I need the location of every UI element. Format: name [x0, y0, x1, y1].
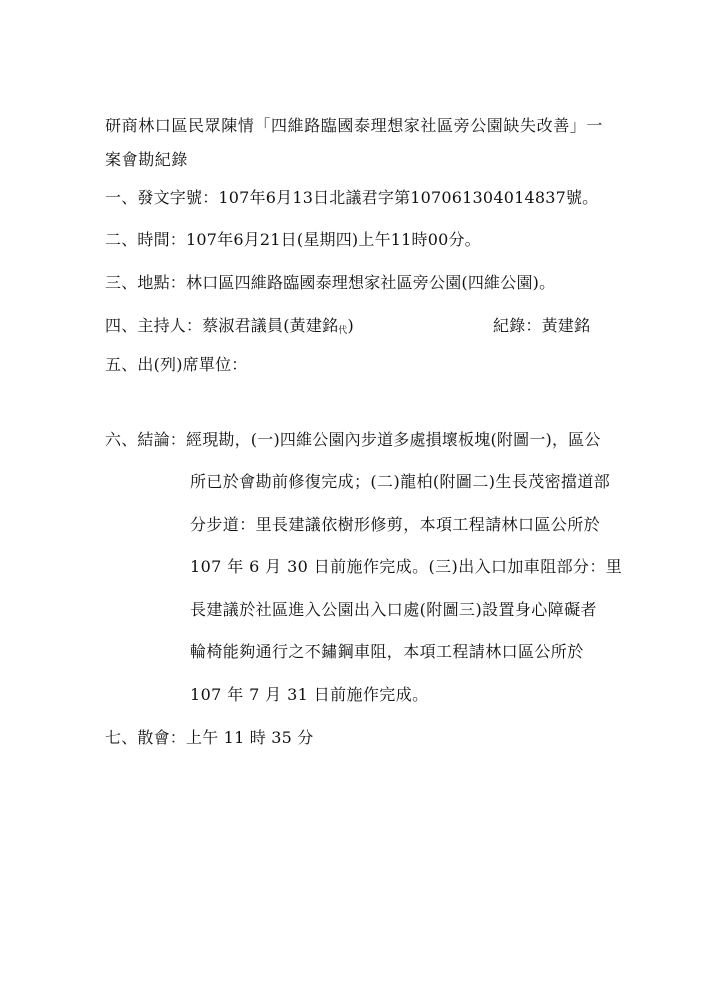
document-title-line-2: 案會勘紀錄 [105, 150, 189, 169]
item-meeting-location: 三、地點：林口區四維路臨國泰理想家社區旁公園(四維公園)。 [105, 273, 556, 292]
item-meeting-time: 二、時間：107年6月21日(星期四)上午11時00分。 [105, 230, 481, 249]
conclusion-line: 所已於會勘前修復完成；(二)龍柏(附圖二)生長茂密擋道部 [190, 472, 611, 491]
item-recorder: 紀錄：黃建銘 [493, 316, 591, 335]
item-conclusion-first-line: 六、結論：經現勘，(一)四維公園內步道多處損壞板塊(附圖一)，區公 [105, 430, 601, 449]
item-attendees: 五、出(列)席單位： [105, 355, 248, 374]
document-title-line-1: 研商林口區民眾陳情「四維路臨國泰理想家社區旁公園缺失改善」一 [105, 116, 604, 135]
conclusion-line: 分步道：里長建議依樹形修剪，本項工程請林口區公所於 [190, 515, 601, 534]
conclusion-line: 輪椅能夠通行之不鏽鋼車阻，本項工程請林口區公所於 [190, 642, 584, 661]
host-proxy-mark: 代 [338, 326, 348, 336]
conclusion-line: 107 年 6 月 30 日前施作完成。(三)出入口加車阻部分：里 [190, 557, 623, 576]
item-document-number: 一、發文字號：107年6月13日北議君字第107061304014837號。 [105, 188, 599, 207]
conclusion-line: 長建議於社區進入公園出入口處(附圖三)設置身心障礙者 [190, 600, 597, 619]
host-close: ) [347, 316, 354, 335]
item-adjourn: 七、散會：上午 11 時 35 分 [105, 728, 314, 747]
conclusion-line: 107 年 7 月 31 日前施作完成。 [190, 685, 429, 704]
item-host [105, 316, 354, 339]
host-text: 四、主持人：蔡淑君議員(黃建銘 [105, 316, 339, 335]
